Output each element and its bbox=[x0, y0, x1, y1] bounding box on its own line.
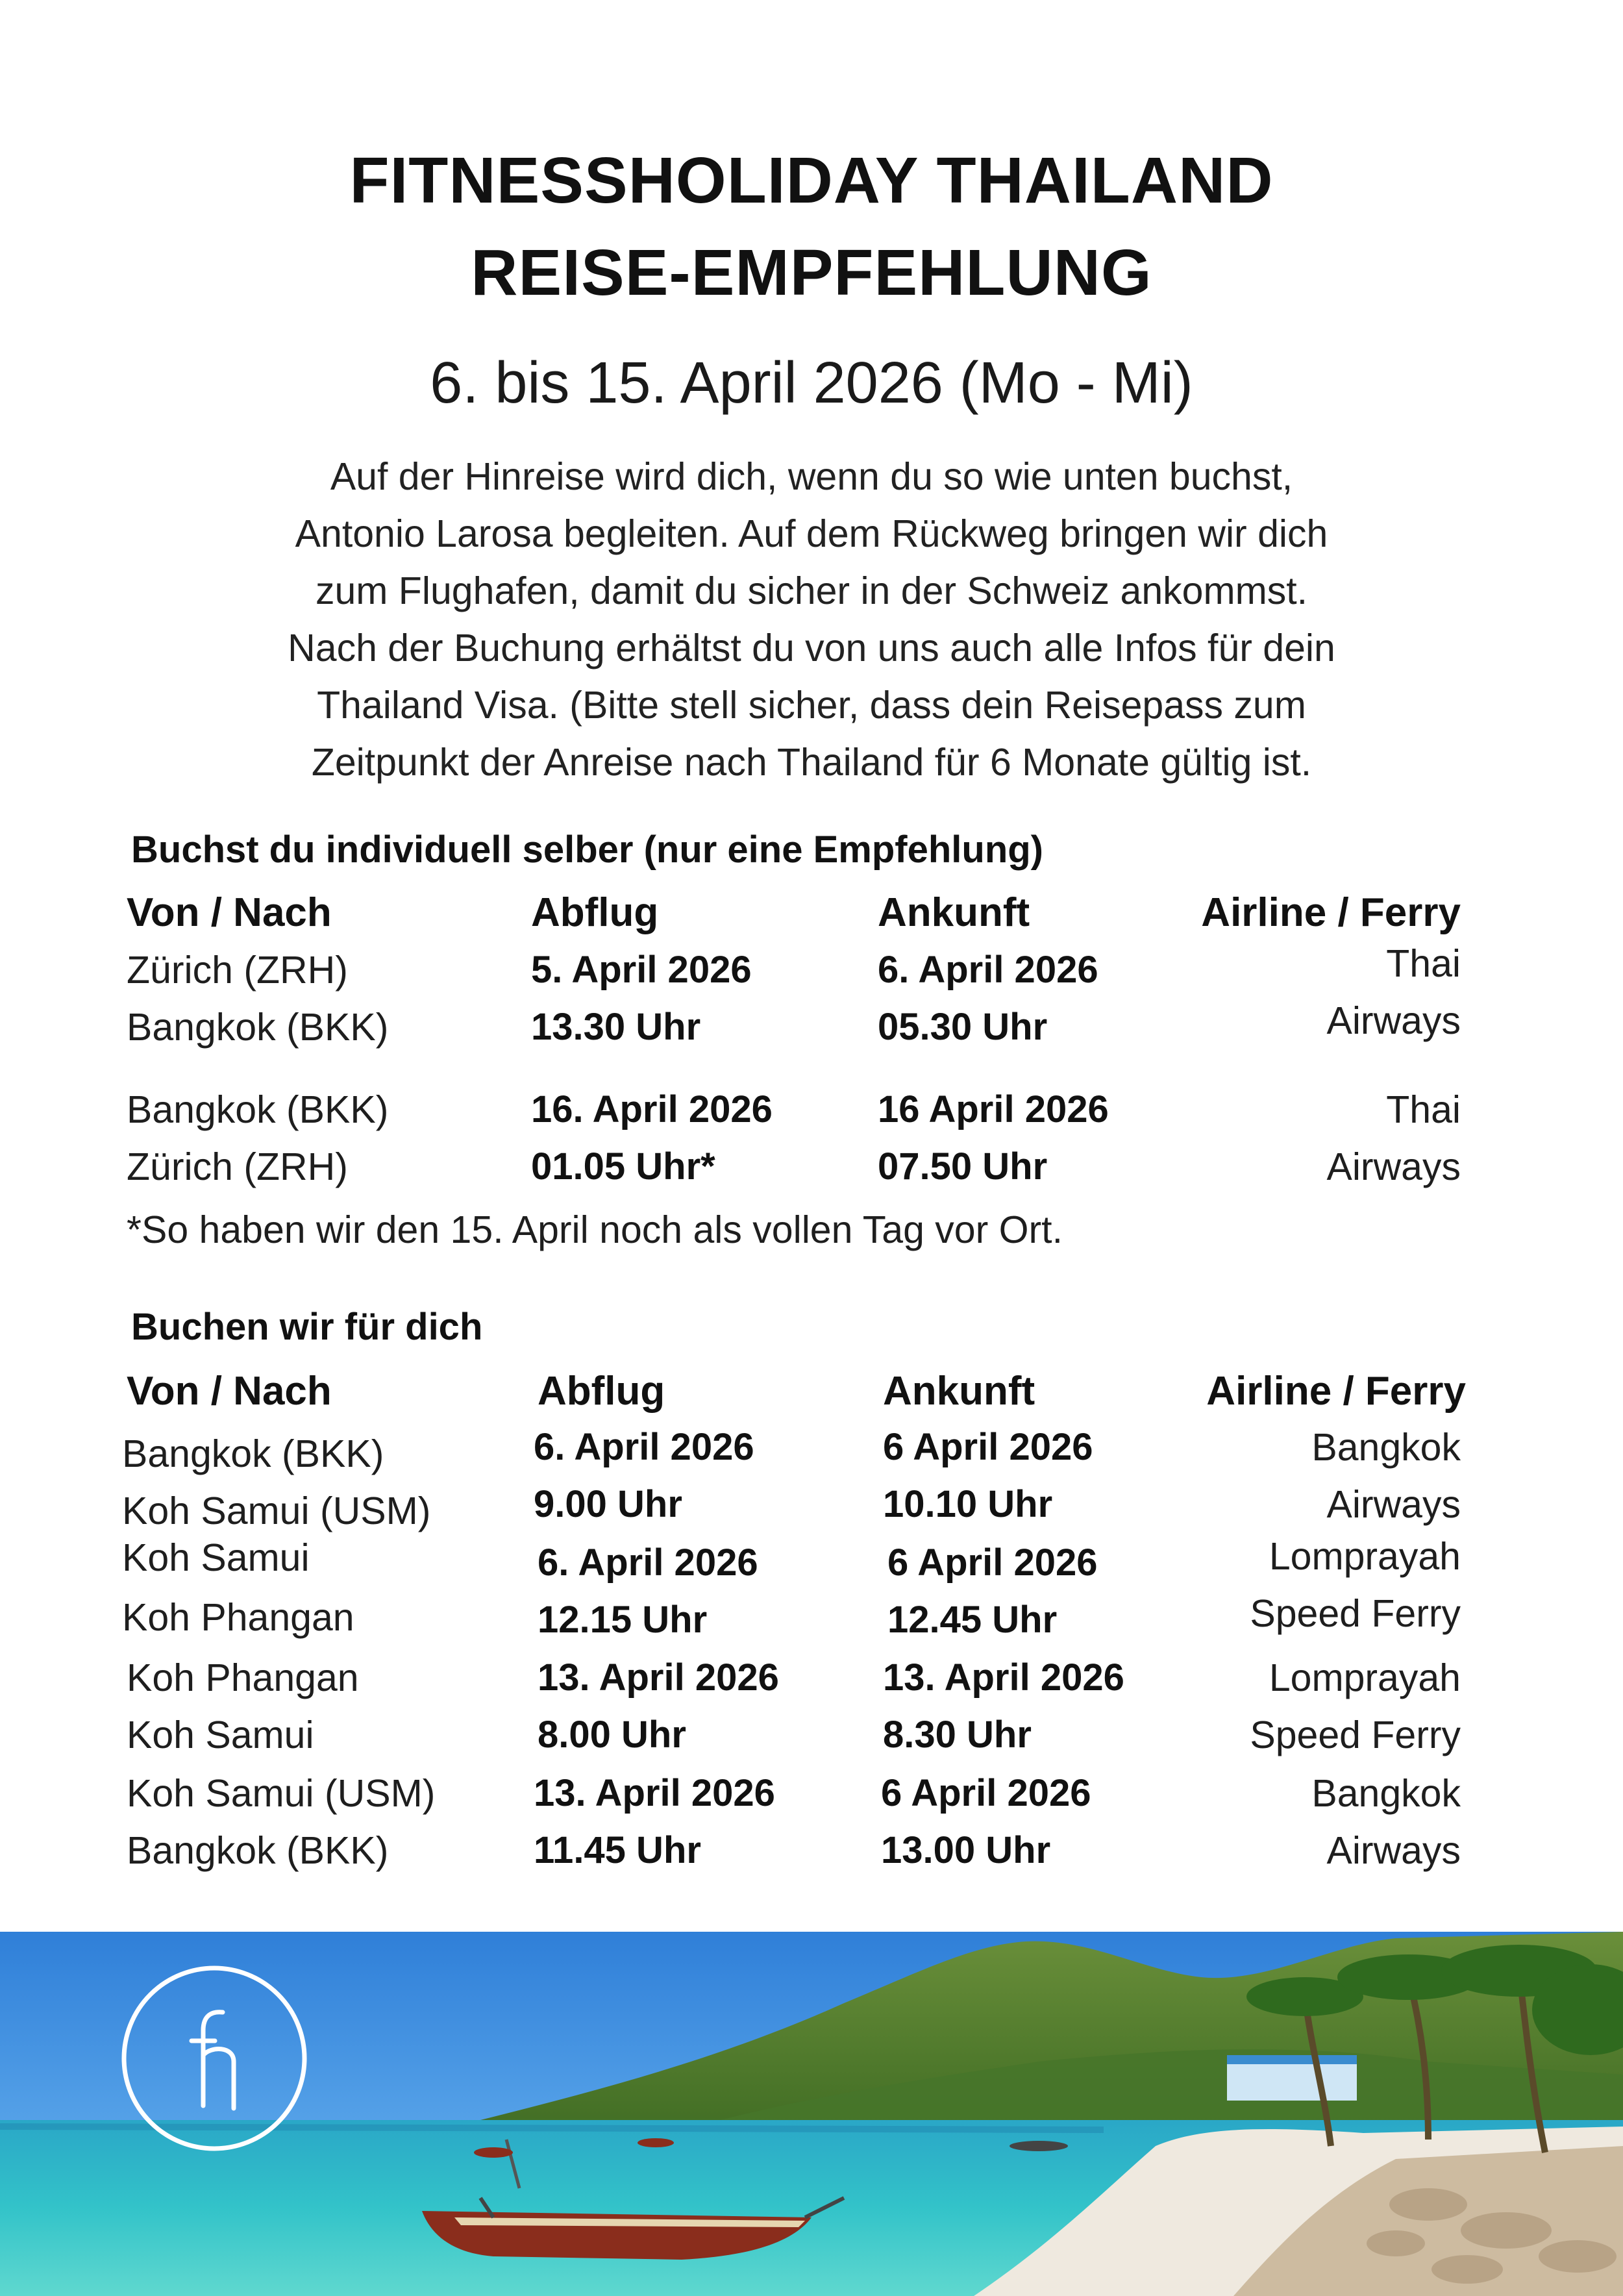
arrival-date: 6 April 2026 bbox=[881, 1772, 1091, 1814]
carrier-name: Thai bbox=[1386, 1088, 1461, 1131]
route-from: Koh Phangan bbox=[127, 1656, 359, 1699]
route-from: Zürich (ZRH) bbox=[127, 949, 348, 992]
footnote: *So haben wir den 15. April noch als vollen Tag vor Ort. bbox=[127, 1208, 1063, 1251]
intro-line: Antonio Larosa begleiten. Auf dem Rückweg bringen wir dich bbox=[295, 512, 1328, 555]
carrier-name: Thai bbox=[1386, 942, 1461, 985]
col-departure: Abflug bbox=[531, 890, 659, 935]
carrier-name-2: Speed Ferry bbox=[1250, 1592, 1461, 1635]
arrival-time: 8.30 Uhr bbox=[883, 1714, 1032, 1756]
agency-booking-heading: Buchen wir für dich bbox=[131, 1306, 483, 1348]
arrival-time: 05.30 Uhr bbox=[878, 1006, 1048, 1048]
departure-time: 9.00 Uhr bbox=[534, 1483, 682, 1525]
arrival-time: 10.10 Uhr bbox=[883, 1483, 1053, 1525]
route-from: Koh Samui bbox=[122, 1536, 310, 1579]
arrival-time: 13.00 Uhr bbox=[881, 1829, 1051, 1871]
travel-dates: 6. bis 15. April 2026 (Mo - Mi) bbox=[430, 351, 1193, 416]
route-to: Koh Samui (USM) bbox=[122, 1490, 431, 1532]
departure-date: 6. April 2026 bbox=[534, 1426, 754, 1468]
route-from: Bangkok (BKK) bbox=[127, 1088, 389, 1131]
departure-date: 13. April 2026 bbox=[534, 1772, 775, 1814]
arrival-date: 16 April 2026 bbox=[878, 1088, 1109, 1130]
col-carrier: Airline / Ferry bbox=[1206, 1369, 1466, 1414]
route-to: Koh Phangan bbox=[122, 1596, 354, 1639]
departure-date: 6. April 2026 bbox=[538, 1541, 758, 1584]
col-departure: Abflug bbox=[538, 1369, 665, 1414]
route-from: Bangkok (BKK) bbox=[122, 1432, 384, 1475]
arrival-date: 13. April 2026 bbox=[883, 1656, 1124, 1699]
departure-time: 13.30 Uhr bbox=[531, 1006, 701, 1048]
title-line-2: REISE-EMPFEHLUNG bbox=[471, 236, 1152, 309]
self-booking-heading: Buchst du individuell selber (nur eine Empfehlung) bbox=[131, 829, 1043, 871]
carrier-name-2: Speed Ferry bbox=[1250, 1714, 1461, 1756]
col-arrival: Ankunft bbox=[883, 1369, 1035, 1414]
col-route: Von / Nach bbox=[127, 890, 332, 935]
carrier-name-2: Airways bbox=[1326, 1145, 1461, 1188]
intro-text bbox=[97, 448, 1526, 791]
arrival-date: 6 April 2026 bbox=[883, 1426, 1093, 1468]
arrival-time: 07.50 Uhr bbox=[878, 1145, 1048, 1188]
intro-line: Auf der Hinreise wird dich, wenn du so wie unten buchst, bbox=[330, 455, 1293, 498]
carrier-name-2: Airways bbox=[1326, 999, 1461, 1042]
carrier-name: Lomprayah bbox=[1269, 1535, 1461, 1578]
departure-time: 11.45 Uhr bbox=[534, 1829, 701, 1871]
route-to: Zürich (ZRH) bbox=[127, 1145, 348, 1188]
carrier-name: Bangkok bbox=[1311, 1426, 1461, 1469]
col-arrival: Ankunft bbox=[878, 890, 1030, 935]
departure-time: 01.05 Uhr* bbox=[531, 1145, 715, 1188]
route-to: Bangkok (BKK) bbox=[127, 1006, 389, 1049]
departure-date: 16. April 2026 bbox=[531, 1088, 773, 1130]
departure-time: 12.15 Uhr bbox=[538, 1599, 708, 1641]
carrier-name: Bangkok bbox=[1311, 1772, 1461, 1815]
intro-line: Zeitpunkt der Anreise nach Thailand für 6 Monate gültig ist. bbox=[311, 741, 1312, 784]
title-line-1: FITNESSHOLIDAY THAILAND bbox=[349, 144, 1274, 217]
col-route: Von / Nach bbox=[127, 1369, 332, 1414]
intro-line: zum Flughafen, damit du sicher in der Schweiz ankommst. bbox=[315, 569, 1308, 612]
carrier-name: Lomprayah bbox=[1269, 1656, 1461, 1699]
intro-line: Thailand Visa. (Bitte stell sicher, dass dein Reisepass zum bbox=[317, 684, 1306, 727]
col-carrier: Airline / Ferry bbox=[1201, 890, 1461, 935]
route-from: Koh Samui (USM) bbox=[127, 1772, 436, 1815]
carrier-name-2: Airways bbox=[1326, 1483, 1461, 1526]
route-to: Bangkok (BKK) bbox=[127, 1829, 389, 1872]
departure-time: 8.00 Uhr bbox=[538, 1714, 686, 1756]
departure-date: 5. April 2026 bbox=[531, 949, 752, 991]
arrival-date: 6. April 2026 bbox=[878, 949, 1098, 991]
departure-date: 13. April 2026 bbox=[538, 1656, 779, 1699]
arrival-date: 6 April 2026 bbox=[887, 1541, 1098, 1584]
route-to: Koh Samui bbox=[127, 1714, 314, 1756]
intro-line: Nach der Buchung erhältst du von uns auch alle Infos für dein bbox=[288, 627, 1335, 669]
carrier-name-2: Airways bbox=[1326, 1829, 1461, 1872]
arrival-time: 12.45 Uhr bbox=[887, 1599, 1058, 1641]
fh-monogram-logo-icon bbox=[120, 1964, 308, 2152]
